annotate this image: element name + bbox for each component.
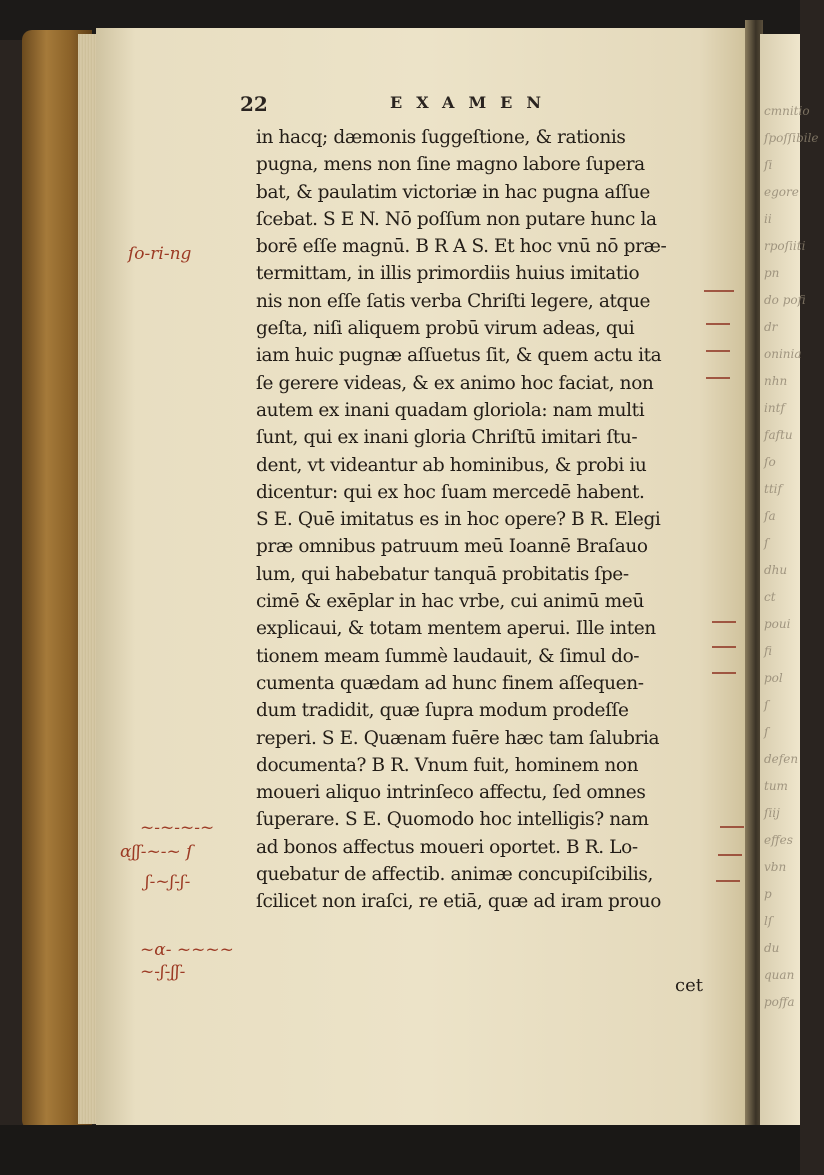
text-line: pugna, mens non ſine magno labore ſupera: [256, 154, 645, 176]
facing-page-text-fragment: nhn: [764, 374, 788, 388]
facing-page-text-fragment: ſ: [764, 536, 769, 550]
facing-page-text-fragment: oninia: [764, 347, 802, 361]
text-line: ad bonos affectus moueri oportet. B R. Lo-: [256, 836, 638, 858]
page-header: [240, 92, 660, 122]
marginal-note: ~-~-~-~: [140, 818, 215, 838]
text-line: geſta, niſi aliquem probū virum adeas, qui: [256, 318, 635, 340]
facing-page-text-fragment: ct: [764, 590, 776, 604]
text-line: borē eſſe magnū. B R A S. Et hoc vnū nō præ-: [256, 236, 667, 258]
facing-page-text-fragment: tum: [764, 779, 788, 793]
text-line: tionem meam ſummè laudauit, & ſimul do-: [256, 645, 640, 667]
facing-page-text-fragment: egore: [764, 185, 799, 199]
facing-page-text-fragment: ſa: [764, 509, 776, 523]
facing-page-text-fragment: ſpoſſibile: [764, 131, 819, 145]
text-line: quebatur de affectib. animæ concupiſcibilis,: [256, 864, 653, 886]
text-line: S E. Quē imitatus es in hoc opere? B R. Elegi: [256, 509, 661, 531]
facing-page-text-fragment: vbn: [764, 860, 787, 874]
text-line: ſunt, qui ex inani gloria Chriſtū imitari ſtu-: [256, 427, 638, 449]
margin-dash: [706, 377, 730, 379]
margin-dash: [704, 290, 734, 292]
margin-dash: [720, 826, 744, 828]
facing-page-text-fragment: ſiij: [764, 806, 780, 820]
marginal-note: ɑʃʃ-~-~ ſ: [120, 842, 193, 862]
facing-page-text-fragment: intf: [764, 401, 785, 415]
marginal-note: ~ɑ- ~~~~: [140, 940, 234, 960]
facing-page-text-fragment: poui: [764, 617, 791, 631]
text-line: ſcilicet non iraſci, re etiā, quæ ad iram prouo: [256, 891, 661, 913]
facing-page-text-fragment: ttif: [764, 482, 782, 496]
facing-page-text-fragment: poffa: [764, 995, 795, 1009]
text-line: cumenta quædam ad hunc finem aſſequen-: [256, 672, 644, 694]
facing-page-text-fragment: ſi: [764, 158, 773, 172]
text-line: moueri aliquo intrinſeco affectu, ſed omnes: [256, 782, 646, 804]
running-head: EXAMEN: [390, 93, 555, 112]
facing-page-text-fragment: lſ: [764, 914, 773, 928]
marginal-note: ʃ-~ʃ-ʃ-: [145, 872, 191, 892]
facing-page-text-fragment: quan: [764, 968, 795, 982]
facing-page-text-fragment: ſ: [764, 725, 769, 739]
text-line: in hacq; dæmonis ſuggeſtione, & rationis: [256, 127, 626, 148]
facing-page-text-fragment: dhu: [764, 563, 788, 577]
marginal-note: ~-ʃ-ʃʃ-: [140, 962, 186, 982]
facing-page-text-fragment: ſo: [764, 455, 776, 469]
margin-dash: [706, 323, 730, 325]
facing-page-text-fragment: pn: [764, 266, 780, 280]
margin-dash: [716, 880, 740, 882]
text-line: ſuperare. S E. Quomodo hoc intelligis? nam: [256, 809, 649, 831]
text-line: termittam, in illis primordiis huius imitatio: [256, 263, 640, 285]
facing-page-text-fragment: fi: [764, 644, 773, 658]
text-line: explicaui, & totam mentem aperui. Ille inten: [256, 618, 656, 640]
margin-dash: [712, 672, 736, 674]
text-line: præ omnibus patruum meū Ioannē Braſauo: [256, 536, 648, 558]
facing-page-text-fragment: p: [764, 887, 772, 901]
text-line: lum, qui habebatur tanquā probitatis ſpe-: [256, 563, 629, 585]
text-line: dum tradidit, quæ ſupra modum prodeſſe: [256, 700, 629, 722]
facing-page-text-fragment: cmnitio: [764, 104, 810, 118]
text-line: iam huic pugnæ aſſuetus ſit, & quem actu ita: [256, 345, 662, 367]
text-line: ſcebat. S E N. Nō poſſum non putare hunc la: [256, 208, 657, 230]
text-line: autem ex inani quadam gloriola: nam multi: [256, 399, 645, 421]
margin-dash: [712, 621, 736, 623]
facing-page-text-fragment: defen: [764, 752, 799, 766]
facing-page-text-fragment: du: [764, 941, 780, 955]
margin-dash: [712, 646, 736, 648]
facing-page-text-fragment: ii: [764, 212, 772, 226]
catchword: cet: [675, 975, 703, 996]
body-text: [256, 124, 726, 916]
page-number: 22: [240, 92, 268, 116]
facing-page-text-fragment: ſ: [764, 698, 769, 712]
text-line: dicentur: qui ex hoc ſuam mercedē habent.: [256, 481, 645, 503]
facing-page-text-fragment: rpoſiiti: [764, 239, 806, 253]
margin-dash: [706, 350, 730, 352]
scan-background-bottom: [0, 1125, 800, 1175]
facing-page-text-fragment: effes: [764, 833, 793, 847]
text-line: bat, & paulatim victoriæ in hac pugna aſſue: [256, 181, 650, 203]
facing-page-text-fragment: do pofi: [764, 293, 806, 307]
text-line: dent, vt videantur ab hominibus, & probi iu: [256, 454, 647, 476]
marginal-note: ſo-ri-ng: [128, 244, 192, 264]
facing-page-fragment: [760, 34, 819, 1129]
facing-page-text-fragment: faftu: [764, 428, 793, 442]
facing-page-text-fragment: dr: [764, 320, 778, 334]
facing-page-text-fragment: pol: [764, 671, 783, 685]
text-line: ſe gerere videas, & ex animo hoc faciat, non: [256, 372, 654, 394]
text-line: documenta? B R. Vnum fuit, hominem non: [256, 754, 639, 776]
text-line: nis non eſſe ſatis verba Chriſti legere, atque: [256, 290, 651, 312]
text-line: cimē & exēplar in hac vrbe, cui animū meū: [256, 591, 644, 613]
text-line: reperi. S E. Quænam fuēre hæc tam ſalubria: [256, 727, 660, 749]
margin-dash: [718, 854, 742, 856]
